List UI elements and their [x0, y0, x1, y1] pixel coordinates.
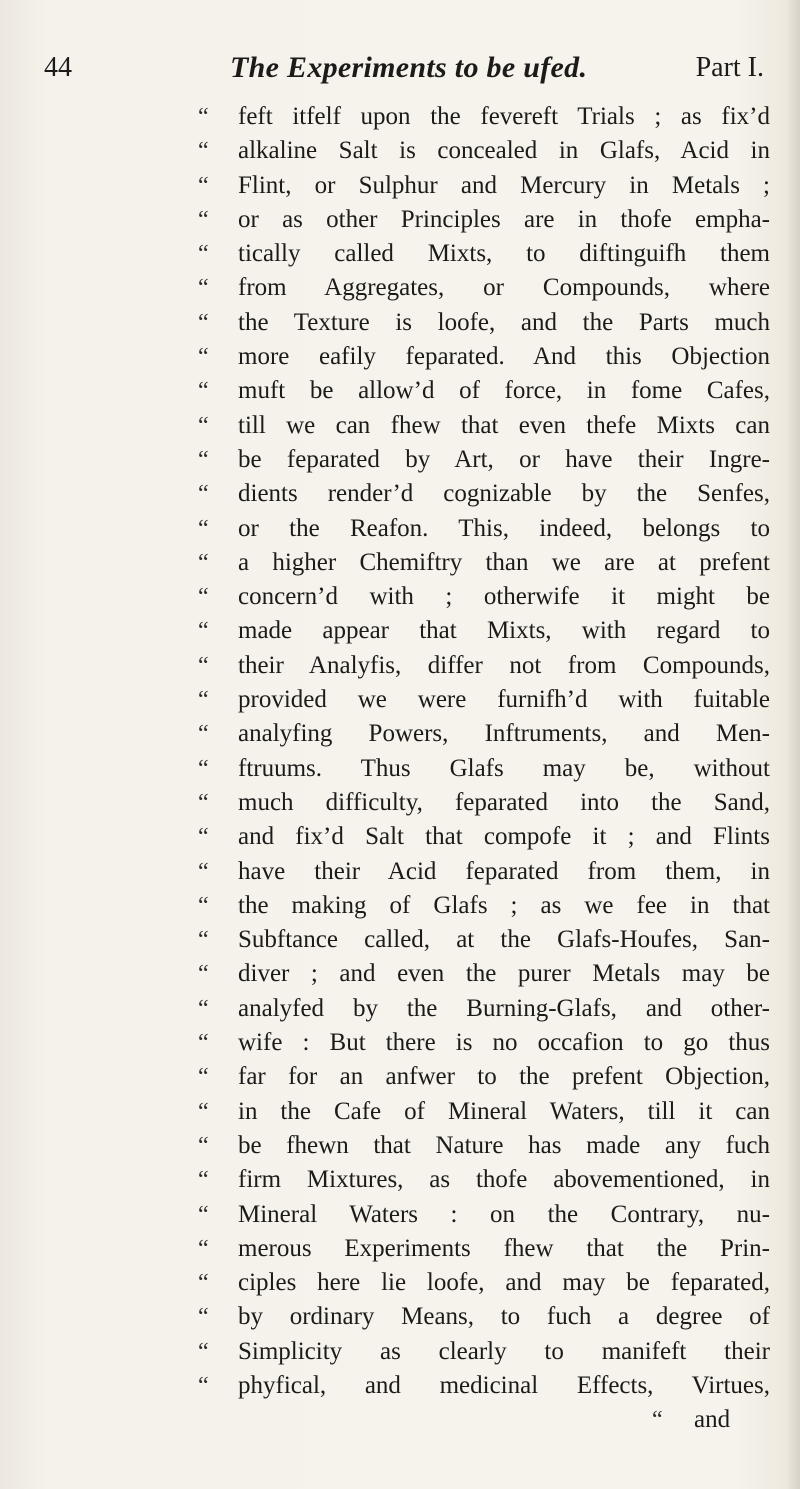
quotation-mark: “ [198, 378, 209, 405]
text-line [0, 306, 800, 340]
line-text: Flint, or Sulphur and Mercury in Metals ; [238, 171, 770, 199]
running-title: The Experiments to be ufed. [230, 51, 588, 84]
text-line [0, 752, 800, 786]
line-text: the making of Glafs ; as we fee in that [238, 891, 770, 919]
quotation-mark: “ [198, 412, 209, 439]
line-text: much difficulty, feparated into the Sand, [238, 788, 770, 816]
line-text: be fhewn that Nature has made any fuch [238, 1131, 770, 1159]
line-text: ciples here lie loofe, and may be feparated, [238, 1269, 770, 1297]
page-number: 44 [44, 52, 72, 83]
text-line [0, 1369, 800, 1403]
quotation-mark: “ [198, 1270, 209, 1297]
quotation-mark: “ [198, 1372, 209, 1399]
quotation-mark: “ [198, 618, 209, 645]
text-line [0, 100, 800, 134]
text-line [0, 409, 800, 443]
line-text: the Texture is loofe, and the Parts much [238, 308, 770, 336]
quotation-mark: “ [198, 1132, 209, 1159]
quotation-mark: “ [198, 1338, 209, 1365]
line-text: and fix’d Salt that compofe it ; and Flints [238, 823, 770, 851]
line-text: from Aggregates, or Compounds, where [238, 274, 770, 302]
line-text: Mineral Waters : on the Contrary, nu- [238, 1200, 770, 1228]
text-line [0, 1095, 800, 1129]
quotation-mark: “ [198, 1030, 209, 1057]
line-text: feft itfelf upon the fevereft Trials ; as fix’d [238, 103, 770, 130]
line-text: in the Cafe of Mineral Waters, till it can [238, 1097, 770, 1125]
quotation-mark: “ [198, 1235, 209, 1262]
text-line [0, 374, 800, 408]
quotation-mark: “ [198, 1064, 209, 1091]
text-line [0, 683, 800, 717]
quotation-mark: “ [198, 652, 209, 679]
text-line [0, 271, 800, 305]
text-line [0, 1129, 800, 1163]
quotation-mark: “ [198, 241, 209, 268]
text-line [0, 1300, 800, 1334]
line-text: provided we were furnifh’d with fuitable [238, 686, 770, 714]
quotation-mark: “ [198, 172, 209, 199]
body-text [0, 100, 800, 1438]
text-line [0, 1198, 800, 1232]
text-line [0, 169, 800, 203]
line-text: phyfical, and medicinal Effects, Virtues, [238, 1371, 770, 1399]
quotation-mark: “ [198, 515, 209, 542]
text-line [0, 717, 800, 751]
catchword-line [0, 1403, 800, 1437]
text-line [0, 580, 800, 614]
text-line [0, 203, 800, 237]
text-line [0, 443, 800, 477]
quotation-mark: “ [198, 927, 209, 954]
text-line [0, 1232, 800, 1266]
line-text: ftruums. Thus Glafs may be, without [238, 754, 770, 782]
text-line [0, 614, 800, 648]
text-line [0, 855, 800, 889]
quotation-mark: “ [198, 481, 209, 508]
text-line [0, 820, 800, 854]
quotation-mark: “ [198, 206, 209, 233]
quotation-mark: “ [652, 1407, 663, 1434]
quotation-mark: “ [198, 721, 209, 748]
text-line [0, 923, 800, 957]
quotation-mark: “ [198, 138, 209, 165]
line-text: made appear that Mixts, with regard to [238, 617, 770, 645]
line-text: dients render’d cognizable by the Senfes, [238, 480, 770, 508]
text-line [0, 889, 800, 923]
text-line [0, 546, 800, 580]
text-line [0, 340, 800, 374]
line-text: till we can fhew that even thefe Mixts can [238, 411, 770, 439]
line-text: firm Mixtures, as thofe abovementioned, in [238, 1166, 770, 1194]
text-line [0, 992, 800, 1026]
quotation-mark: “ [198, 1304, 209, 1331]
quotation-mark: “ [198, 824, 209, 851]
line-text: or as other Principles are in thofe empha- [238, 205, 770, 233]
quotation-mark: “ [198, 584, 209, 611]
line-text: muft be allow’d of force, in fome Cafes, [238, 377, 770, 405]
text-line [0, 237, 800, 271]
quotation-mark: “ [198, 995, 209, 1022]
quotation-mark: “ [198, 755, 209, 782]
text-line [0, 477, 800, 511]
line-text: wife : But there is no occafion to go thus [238, 1029, 770, 1057]
line-text: by ordinary Means, to fuch a degree of [238, 1303, 770, 1331]
line-text: concern’d with ; otherwife it might be [238, 583, 770, 611]
quotation-mark: “ [198, 104, 209, 130]
quotation-mark: “ [198, 961, 209, 988]
quotation-mark: “ [198, 1098, 209, 1125]
line-text: be feparated by Art, or have their Ingre- [238, 445, 770, 473]
quotation-mark: “ [198, 687, 209, 714]
text-line [0, 1026, 800, 1060]
line-text: more eafily feparated. And this Objection [238, 343, 770, 371]
quotation-mark: “ [198, 549, 209, 576]
line-text: analyfing Powers, Inftruments, and Men- [238, 720, 770, 748]
quotation-mark: “ [198, 892, 209, 919]
part-label: Part I. [695, 52, 764, 83]
line-text: their Analyfis, differ not from Compounds, [238, 651, 770, 679]
catchword: and [694, 1406, 731, 1434]
text-line [0, 1335, 800, 1369]
page-header [44, 48, 764, 88]
line-text: Simplicity as clearly to manifeft their [238, 1337, 770, 1365]
text-line [0, 134, 800, 168]
text-line [0, 1060, 800, 1094]
text-line [0, 957, 800, 991]
quotation-mark: “ [198, 789, 209, 816]
line-text: Subftance called, at the Glafs-Houfes, San- [238, 926, 770, 954]
line-text: tically called Mixts, to diftinguifh them [238, 240, 770, 268]
quotation-mark: “ [198, 446, 209, 473]
line-text: or the Reafon. This, indeed, belongs to [238, 514, 770, 542]
text-line [0, 649, 800, 683]
text-line [0, 512, 800, 546]
line-text: far for an anfwer to the prefent Objection, [238, 1063, 770, 1091]
quotation-mark: “ [198, 1167, 209, 1194]
quotation-mark: “ [198, 344, 209, 371]
line-text: merous Experiments fhew that the Prin- [238, 1234, 770, 1262]
line-text: alkaline Salt is concealed in Glafs, Acid in [238, 137, 770, 165]
line-text: diver ; and even the purer Metals may be [238, 960, 770, 988]
quotation-mark: “ [198, 1201, 209, 1228]
quotation-mark: “ [198, 309, 209, 336]
line-text: have their Acid feparated from them, in [238, 857, 770, 885]
line-text: a higher Chemiftry than we are at prefent [238, 548, 770, 576]
line-text: analyfed by the Burning-Glafs, and other- [238, 994, 770, 1022]
text-line [0, 1266, 800, 1300]
quotation-mark: “ [198, 858, 209, 885]
quotation-mark: “ [198, 275, 209, 302]
text-line [0, 786, 800, 820]
text-line [0, 1163, 800, 1197]
